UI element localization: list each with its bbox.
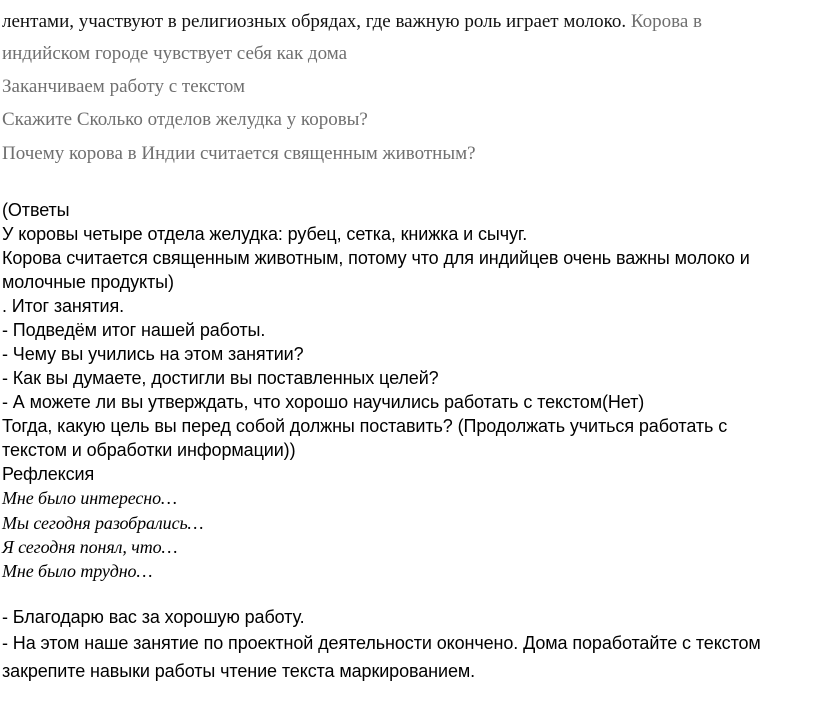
summary-item: - Подведём итог нашей работы. <box>2 320 266 340</box>
task-finish-text: Заканчиваем работу с текстом <box>2 76 246 97</box>
summary-item: - Чему вы учились на этом занятии? <box>2 344 304 364</box>
intro-line-2: индийском городе чувствует себя как дома <box>2 43 348 64</box>
reflection-prompt: Я сегодня понял, что… <box>2 537 178 557</box>
closing-end-line-2: закрепите навыки работы чтение текста маркированием. <box>2 661 476 681</box>
reflection-prompt: Мне было интересно… <box>2 488 177 508</box>
summary-item: - Как вы думаете, достигли вы поставленных целей? <box>2 368 439 388</box>
question-sacred: Почему корова в Индии считается священным животным? <box>2 143 476 164</box>
answer-sacred-line-2: молочные продукты) <box>2 272 174 292</box>
reflection-title: Рефлексия <box>2 464 95 484</box>
closing-thanks: - Благодарю вас за хорошую работу. <box>2 607 305 627</box>
goal-line-1: Тогда, какую цель вы перед собой должны поставить? (Продолжать учиться работать с <box>2 416 728 436</box>
intro-text-black: лентами, участвуют в религиозных обрядах, где важную роль играет молоко. <box>2 11 627 32</box>
intro-line-1 <box>2 12 702 31</box>
answer-stomach: У коровы четыре отдела желудка: рубец, сетка, книжка и сычуг. <box>2 224 528 244</box>
goal-line-2: текстом и обработки информации)) <box>2 440 296 460</box>
summary-item: - А можете ли вы утверждать, что хорошо научились работать с текстом(Нет) <box>2 392 645 412</box>
reflection-prompt: Мне было трудно… <box>2 561 153 581</box>
closing-end-line-1: - На этом наше занятие по проектной деятельности окончено. Дома поработайте с текстом <box>2 633 761 653</box>
answer-sacred-line-1: Корова считается священным животным, потому что для индийцев очень важны молоко и <box>2 248 750 268</box>
question-stomach: Скажите Сколько отделов желудка у коровы? <box>2 109 368 130</box>
intro-text-gray: Корова в <box>626 11 702 32</box>
answers-header: (Ответы <box>2 200 70 220</box>
summary-title: . Итог занятия. <box>2 296 125 316</box>
reflection-prompt: Мы сегодня разобрались… <box>2 513 204 533</box>
